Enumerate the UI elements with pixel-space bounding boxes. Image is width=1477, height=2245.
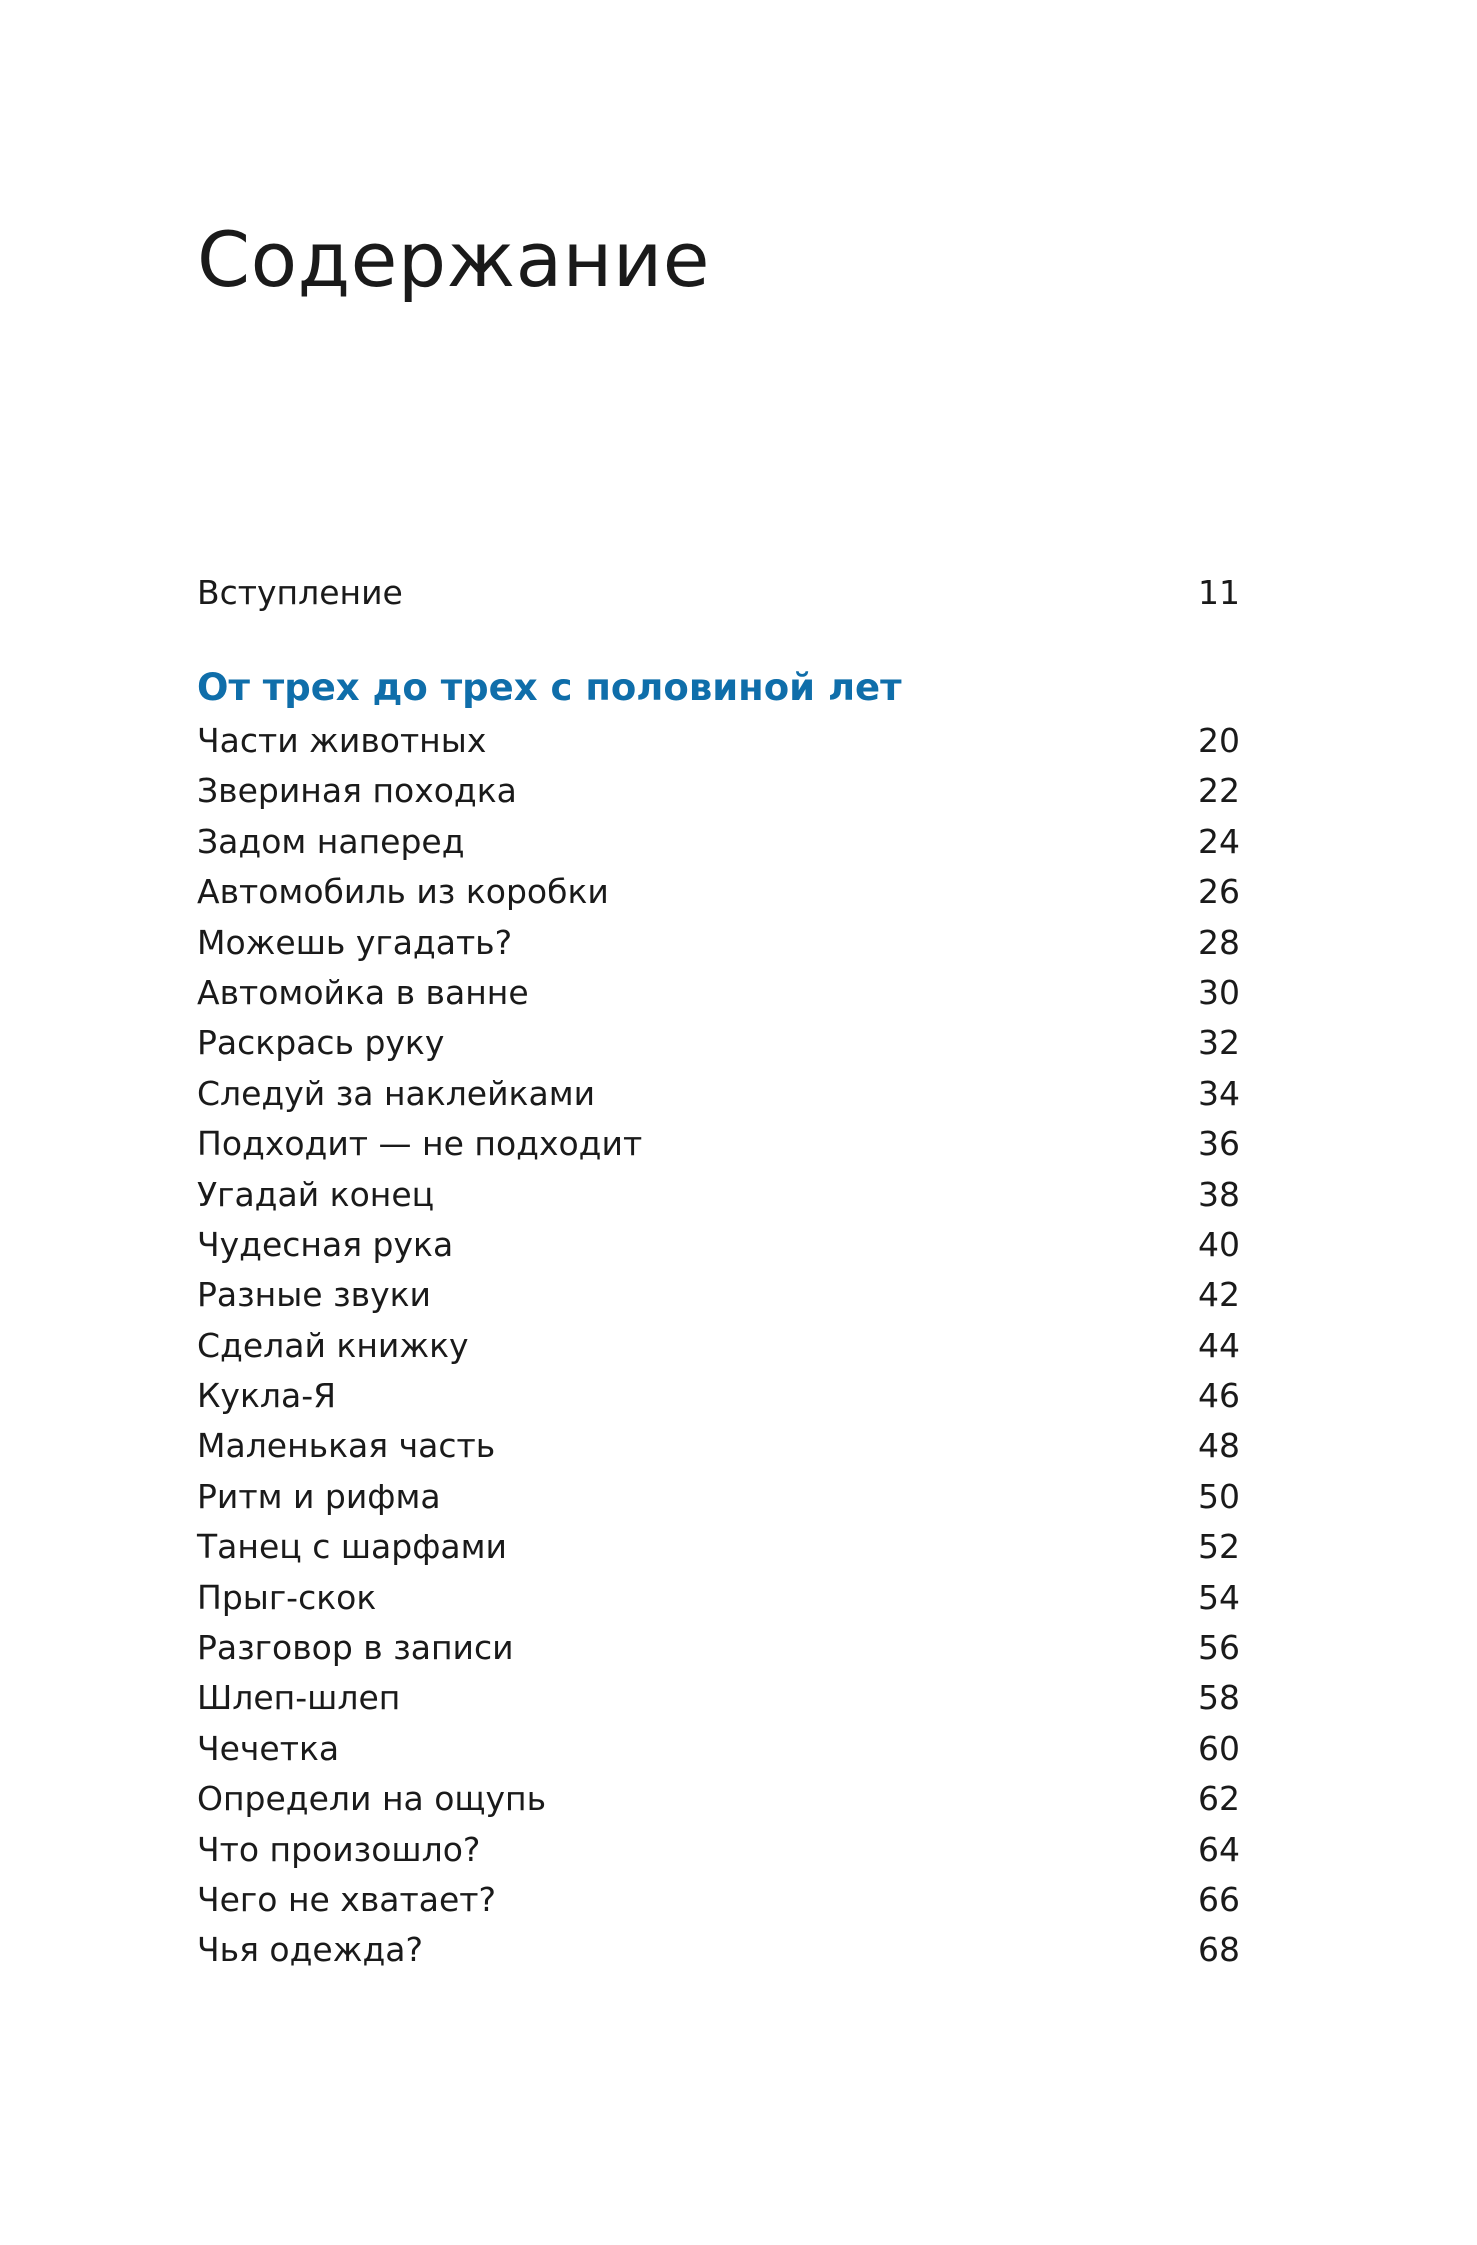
toc-entry-page-number: 24: [1198, 821, 1240, 861]
toc-entry[interactable]: [197, 1371, 1240, 1421]
toc-entry-page-number: 50: [1198, 1476, 1240, 1516]
toc-entry-page-number: 58: [1198, 1678, 1240, 1718]
toc-entry-title: Прыг-скок: [197, 1577, 377, 1617]
toc-entry-page-number: 36: [1198, 1124, 1240, 1164]
toc-entry[interactable]: [197, 1270, 1240, 1320]
toc-entry-title: Чечетка: [197, 1728, 340, 1768]
toc-entry[interactable]: [197, 1220, 1240, 1270]
toc-page: [197, 0, 1240, 2245]
toc-entry[interactable]: [197, 1875, 1240, 1925]
toc-entry-page-number: 40: [1198, 1224, 1240, 1264]
toc-entry[interactable]: [197, 1925, 1240, 1975]
toc-entry[interactable]: [197, 968, 1240, 1018]
toc-entry-page-number: 30: [1198, 972, 1240, 1012]
toc-entry-page-number: 52: [1198, 1527, 1240, 1567]
toc-entry-title: Ритм и рифма: [197, 1476, 441, 1516]
toc-entry[interactable]: [197, 1472, 1240, 1522]
toc-entry[interactable]: [197, 1069, 1240, 1119]
toc-entry[interactable]: [197, 1573, 1240, 1623]
toc-entry-title: Шлеп-шлеп: [197, 1678, 401, 1718]
toc-entry-title: Маленькая часть: [197, 1426, 496, 1466]
toc-entry-page-number: 22: [1198, 771, 1240, 811]
toc-entry-title: Автомойка в ванне: [197, 972, 529, 1012]
toc-entry[interactable]: [197, 867, 1240, 917]
toc-entry-page-number: 64: [1198, 1829, 1240, 1869]
toc-entry-title: Кукла-Я: [197, 1376, 337, 1416]
toc-entry-title: Танец с шарфами: [197, 1527, 507, 1567]
toc-entry-page-number: 32: [1198, 1023, 1240, 1063]
toc-entry-title: Части животных: [197, 721, 487, 760]
toc-entry[interactable]: [197, 1018, 1240, 1068]
toc-entry-page-number: 62: [1198, 1779, 1240, 1819]
toc-entry[interactable]: [197, 1623, 1240, 1673]
toc-entry-page-number: 20: [1198, 721, 1240, 760]
page-title: Содержание: [197, 215, 710, 304]
toc-entry-page-number: 54: [1198, 1577, 1240, 1617]
toc-entry[interactable]: [197, 817, 1240, 867]
toc-entry-intro[interactable]: [197, 568, 1240, 612]
toc-entry-page-number: 26: [1198, 872, 1240, 912]
toc-entry-title: Разные звуки: [197, 1275, 431, 1315]
toc-entry-title: Задом наперед: [197, 821, 465, 861]
toc-entry-title: Следуй за наклейками: [197, 1073, 596, 1113]
section-heading: От трех до трех с половиной лет: [197, 666, 902, 709]
toc-entry[interactable]: [197, 716, 1240, 766]
toc-entry-page-number: 68: [1198, 1930, 1240, 1970]
toc-entry-title: Вступление: [197, 573, 403, 612]
toc-entry-title: Сделай книжку: [197, 1325, 469, 1365]
toc-entry[interactable]: [197, 1170, 1240, 1220]
toc-entry-title: Разговор в записи: [197, 1628, 514, 1668]
toc-entry-page-number: 46: [1198, 1376, 1240, 1416]
toc-entry[interactable]: [197, 1421, 1240, 1471]
toc-entry-page-number: 48: [1198, 1426, 1240, 1466]
toc-entry[interactable]: [197, 1724, 1240, 1774]
toc-entry-page-number: 28: [1198, 922, 1240, 962]
toc-entry[interactable]: [197, 1825, 1240, 1875]
toc-list: [197, 716, 1240, 1976]
toc-entry-page-number: 42: [1198, 1275, 1240, 1315]
toc-entry-page-number: 11: [1198, 573, 1240, 612]
toc-entry[interactable]: [197, 918, 1240, 968]
toc-entry[interactable]: [197, 1119, 1240, 1169]
toc-entry-page-number: 60: [1198, 1728, 1240, 1768]
toc-entry-page-number: 44: [1198, 1325, 1240, 1365]
toc-entry-title: Можешь угадать?: [197, 922, 513, 962]
toc-entry-title: Чего не хватает?: [197, 1879, 496, 1919]
toc-entry-page-number: 66: [1198, 1879, 1240, 1919]
toc-entry[interactable]: [197, 1774, 1240, 1824]
toc-entry[interactable]: [197, 1321, 1240, 1371]
toc-entry[interactable]: [197, 1673, 1240, 1723]
toc-entry-title: Угадай конец: [197, 1174, 435, 1214]
toc-entry-page-number: 38: [1198, 1174, 1240, 1214]
toc-entry-page-number: 56: [1198, 1628, 1240, 1668]
toc-entry-title: Чья одежда?: [197, 1930, 424, 1970]
toc-entry-page-number: 34: [1198, 1073, 1240, 1113]
toc-entry[interactable]: [197, 1522, 1240, 1572]
toc-entry-title: Раскрась руку: [197, 1023, 445, 1063]
toc-entry-title: Что произошло?: [197, 1829, 481, 1869]
toc-entry-title: Определи на ощупь: [197, 1779, 547, 1819]
toc-entry[interactable]: [197, 766, 1240, 816]
toc-entry-title: Звериная походка: [197, 771, 517, 811]
toc-entry-title: Подходит — не подходит: [197, 1124, 643, 1164]
toc-entry-title: Чудесная рука: [197, 1224, 454, 1264]
toc-entry-title: Автомобиль из коробки: [197, 872, 609, 912]
